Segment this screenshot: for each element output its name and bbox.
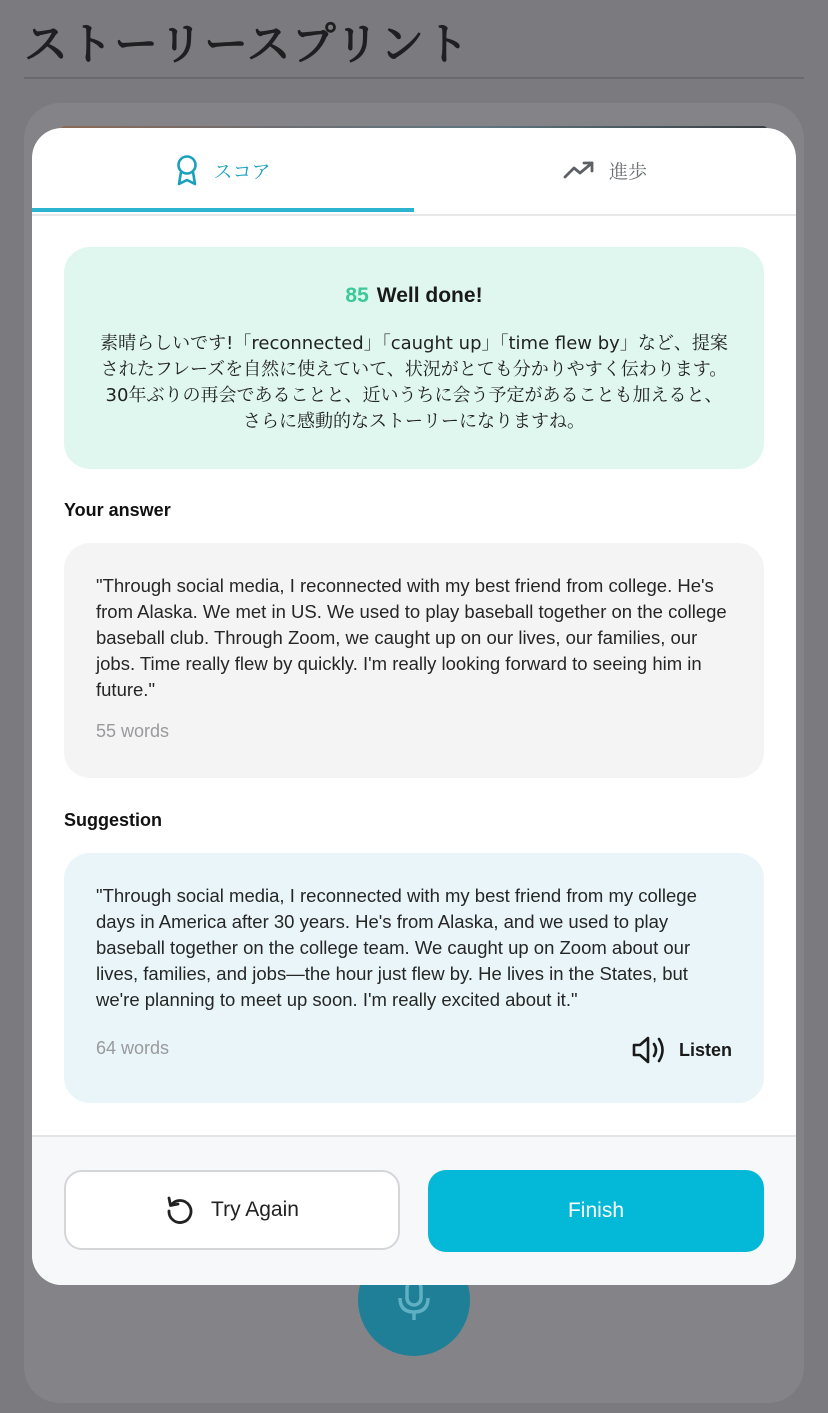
suggestion-section-label: Suggestion: [64, 810, 162, 830]
try-again-button[interactable]: [64, 1170, 400, 1250]
answer-text: "Through social media, I reconnected with my best friend from college. He's from Alaska. We met in US. We used to play baseball together on the college baseball club. Through Zoom, we caught up on our lives, our families, our jobs. Time really flew by quickly. I'm really looking forward to seeing him in future.": [96, 575, 727, 700]
page-title: ストーリースプリント: [24, 19, 471, 70]
tab-score-label: スコア: [213, 161, 271, 183]
active-tab-indicator: [32, 208, 414, 212]
score-value: 85: [345, 284, 369, 307]
award-ribbon-icon: [175, 154, 199, 186]
score-headline: [64, 284, 764, 308]
suggestion-word-count: 64 words: [96, 1038, 170, 1058]
answer-section-label: Your answer: [64, 500, 171, 520]
trending-up-icon: [563, 160, 595, 180]
score-card: [64, 247, 764, 469]
suggestion-card: [64, 853, 764, 1103]
tab-score[interactable]: [32, 128, 414, 212]
result-modal: [32, 128, 796, 1285]
answer-card: [64, 543, 764, 778]
score-message: Well done!: [376, 284, 483, 307]
listen-button[interactable]: [631, 1033, 732, 1067]
tab-progress[interactable]: [414, 128, 796, 212]
finish-button[interactable]: [428, 1170, 764, 1252]
speaker-icon: [631, 1034, 669, 1066]
retry-icon: [165, 1195, 195, 1225]
tab-progress-label: 進歩: [608, 161, 647, 183]
tab-bar: [32, 128, 796, 216]
modal-footer: [32, 1135, 796, 1285]
finish-label: Finish: [567, 1199, 625, 1222]
answer-word-count: 55 words: [96, 721, 170, 741]
title-divider: [24, 77, 804, 79]
try-again-label: Try Again: [211, 1198, 299, 1221]
listen-label: Listen: [678, 1039, 732, 1060]
score-feedback: 素晴らしいです!「reconnected」「caught up」「time flew by」など、提案されたフレーズを自然に使えていて、状況がとても分かりやすく伝わります。30年ぶりの再会であることと、近いうちに会う予定があることも加えると、さらに感動的なストーリーになりますね。: [100, 333, 728, 432]
suggestion-text: "Through social media, I reconnected with my best friend from my college days in America after 30 years. He's from Alaska, and we used to play baseball together on the college team. We caught up on Zoom about our lives, families, and jobs—the hour just flew by. He lives in the States, but we're planning to meet up soon. I'm really excited about it.": [96, 885, 697, 1010]
